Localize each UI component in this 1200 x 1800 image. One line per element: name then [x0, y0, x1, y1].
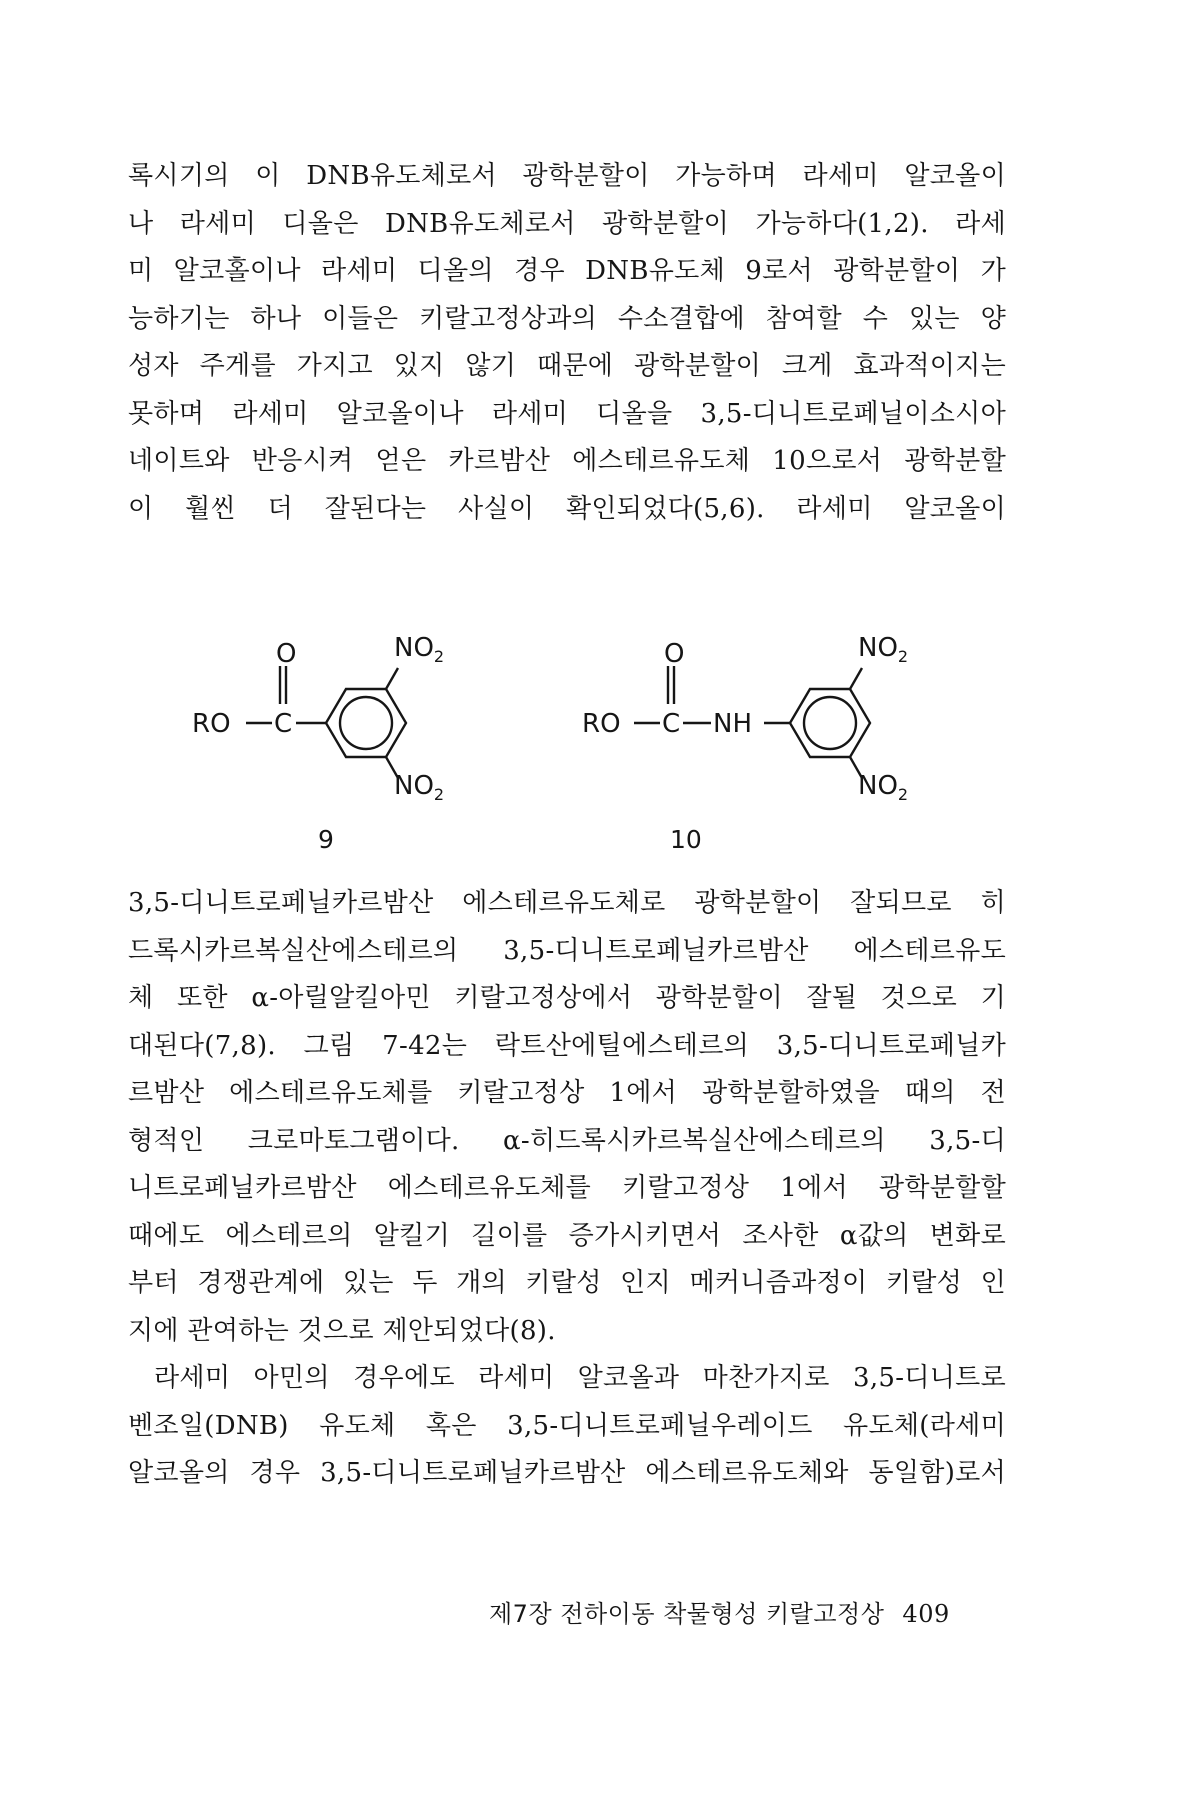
text-line: 드록시카르복실산에스테르의 3,5-디니트로페닐카르밤산 에스테르유도 [128, 935, 1006, 966]
text-line: 대된다(7,8). 그림 7-42는 락트산에틸에스테르의 3,5-디니트로페닐카 [128, 1030, 1006, 1061]
ro-label: RO [192, 709, 231, 739]
paragraph-bottom [128, 880, 1006, 1498]
text-line: 라세미 아민의 경우에도 라세미 알코올과 마찬가지로 3,5-디니트로 [154, 1363, 1006, 1393]
carbon-label: C [662, 709, 681, 739]
text-line: 능하기는 하나 이들은 키랄고정상과의 수소결합에 참여할 수 있는 양 [128, 303, 1006, 334]
text-line: 성자 주게를 가지고 있지 않기 때문에 광학분할이 크게 효과적이지는 [128, 351, 1006, 381]
text-line: 나 라세미 디올은 DNB유도체로서 광학분할이 가능하다(1,2). 라세 [128, 208, 1006, 239]
structure-9-labels [192, 633, 444, 854]
ro-label: RO [582, 709, 621, 739]
carbonyl-oxygen-label: O [276, 639, 297, 669]
text-line: 부터 경쟁관계에 있는 두 개의 키랄성 인지 메커니즘과정이 키랄성 인 [128, 1268, 1006, 1298]
page-footer [489, 1594, 969, 1629]
text-line: 이 훨씬 더 잘된다는 사실이 확인되었다(5,6). 라세미 알코올이 [128, 493, 1006, 524]
nitro-bottom-label: $NO_2$ [858, 771, 909, 804]
text-line: 알코올의 경우 3,5-디니트로페닐카르밤산 에스테르유도체와 동일함)로서 [128, 1458, 1006, 1488]
text-line: 르밤산 에스테르유도체를 키랄고정상 1에서 광학분할하였을 때의 전 [128, 1078, 1006, 1108]
text-line: 형적인 크로마토그램이다. α-히드록시카르복실산에스테르의 3,5-디 [128, 1125, 1006, 1156]
page-number: 409 [902, 1600, 950, 1628]
compound-9-label: 9 [318, 825, 334, 854]
text-line: 네이트와 반응시켜 얻은 카르밤산 에스테르유도체 10으로서 광학분할 [128, 446, 1006, 476]
carbonyl-oxygen-label: O [664, 639, 685, 669]
text-line: 벤조일(DNB) 유도체 혹은 3,5-디니트로페닐우레이드 유도체(라세미 [128, 1410, 1006, 1441]
text-line: 체 또한 α-아릴알킬아민 키랄고정상에서 광학분할이 잘될 것으로 기 [128, 983, 1006, 1013]
text-line: 못하며 라세미 알코올이나 라세미 디올을 3,5-디니트로페닐이소시아 [128, 398, 1006, 429]
carbon-label: C [274, 709, 293, 739]
compound-10-label: 10 [670, 825, 702, 854]
text-line: 지에 관여하는 것으로 제안되었다(8). [128, 1315, 556, 1346]
text-line: 록시기의 이 DNB유도체로서 광학분할이 가능하며 라세미 알코올이 [128, 161, 1006, 191]
nitro-top-label: $NO_2$ [394, 633, 445, 666]
paragraph-top [128, 153, 1006, 533]
structure-9 [246, 666, 406, 778]
nh-label: NH [713, 709, 752, 739]
text-line: 때에도 에스테르의 알킬기 길이를 증가시키면서 조사한 α값의 변화로 [128, 1220, 1006, 1251]
text-line: 니트로페닐카르밤산 에스테르유도체를 키랄고정상 1에서 광학분할할 [128, 1173, 1006, 1203]
nitro-top-label: $NO_2$ [858, 633, 909, 666]
text-line: 3,5-디니트로페닐카르밤산 에스테르유도체로 광학분할이 잘되므로 히 [128, 888, 1006, 918]
text-line: 미 알코홀이나 라세미 디올의 경우 DNB유도체 9로서 광학분할이 가 [128, 256, 1006, 286]
chemical-structures-diagram [180, 622, 1020, 867]
chapter-title: 제7장 전하이동 착물형성 키랄고정상 [489, 1600, 885, 1628]
nitro-bottom-label: $NO_2$ [394, 771, 445, 804]
